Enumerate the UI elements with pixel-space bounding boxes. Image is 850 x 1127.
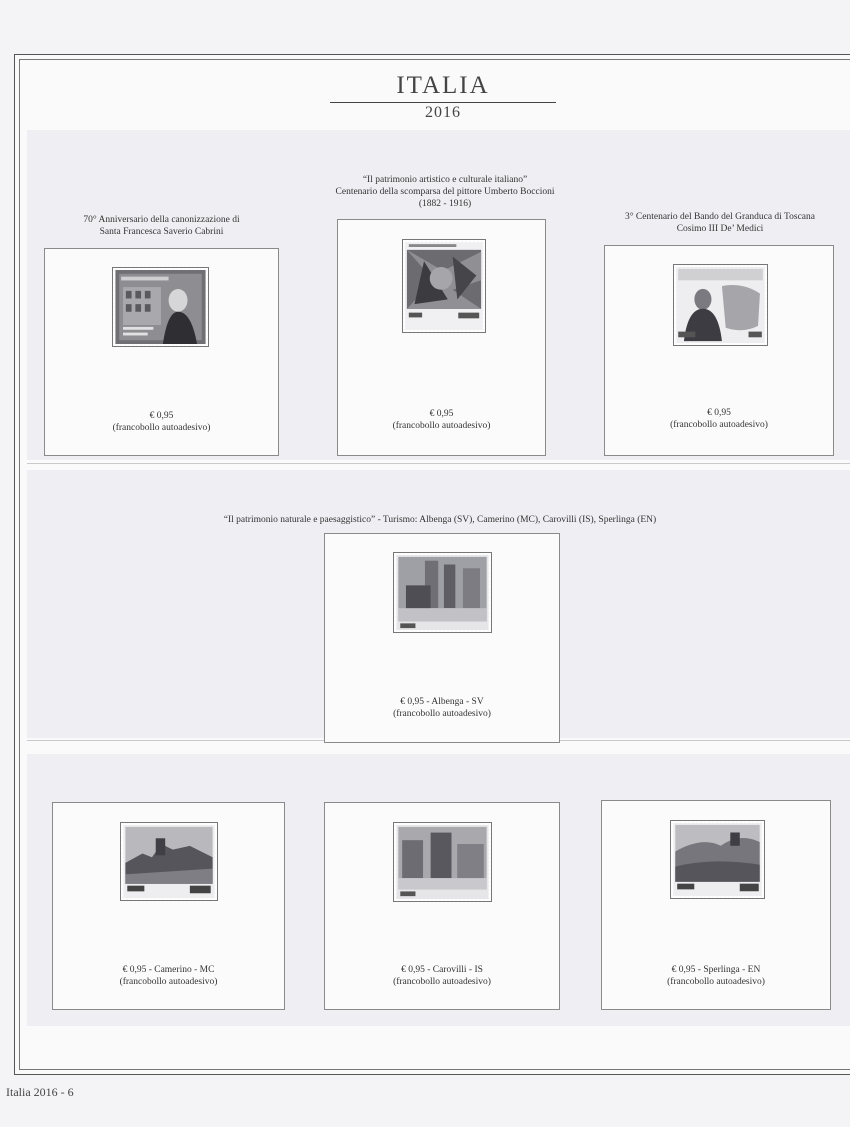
title-rule	[330, 102, 556, 103]
stamp-mount-camerino[interactable]	[52, 802, 285, 1010]
stamp-note-boccioni: (francobollo autoadesivo)	[392, 421, 491, 431]
caption-turismo: “Il patrimonio naturale e paesaggistico” - Turismo: Albenga (SV), Camerino (MC), Carovilli (IS), Sperlinga (EN)	[223, 515, 657, 525]
stamp-note-camerino: (francobollo autoadesivo)	[119, 977, 218, 987]
stamp-image-cabrini	[113, 268, 208, 346]
stamp-image-cosimo	[674, 265, 767, 345]
stamp-value-boccioni: € 0,95	[429, 409, 454, 419]
stamp-mount-boccioni[interactable]	[337, 219, 546, 456]
stamp-value-carovilli: € 0,95 - Carovilli - IS	[401, 965, 483, 975]
stamp-note-cosimo: (francobollo autoadesivo)	[670, 420, 768, 430]
page-footer: Italia 2016 - 6	[6, 1085, 74, 1099]
stamp-value-albenga: € 0,95 - Albenga - SV	[400, 697, 484, 707]
stamp-note-cabrini: (francobollo autoadesivo)	[112, 423, 211, 433]
stamp-value-sperlinga: € 0,95 - Sperlinga - EN	[671, 965, 761, 975]
caption-cosimo: 3° Centenario del Bando del Granduca di Toscana Cosimo III De’ Medici	[625, 212, 815, 234]
stamp-mount-sperlinga[interactable]	[601, 800, 831, 1010]
page-title: ITALIA	[396, 72, 490, 99]
stamp-image-carovilli	[394, 823, 491, 901]
caption-boccioni: “Il patrimonio artistico e culturale italiano” Centenario della scomparsa del pittore Umberto Boccioni (1882 - 1916)	[335, 175, 555, 209]
strip-divider-1	[27, 463, 850, 464]
stamp-image-albenga	[394, 553, 491, 632]
caption-cabrini: 70° Anniversario della canonizzazione di Santa Francesca Saverio Cabrini	[83, 215, 240, 237]
stamp-image-sperlinga	[671, 821, 764, 898]
stamp-mount-carovilli[interactable]	[324, 802, 560, 1010]
stamp-mount-albenga[interactable]	[324, 533, 560, 743]
stamp-value-cabrini: € 0,95	[149, 411, 174, 421]
stamp-note-sperlinga: (francobollo autoadesivo)	[667, 977, 765, 987]
stamp-image-camerino	[121, 823, 217, 900]
stamp-value-cosimo: € 0,95	[707, 408, 731, 418]
stamp-mount-cabrini[interactable]	[44, 248, 279, 456]
page-year: 2016	[425, 104, 461, 121]
stamp-value-camerino: € 0,95 - Camerino - MC	[122, 965, 215, 975]
stamp-note-carovilli: (francobollo autoadesivo)	[393, 977, 491, 987]
stamp-image-boccioni	[403, 240, 485, 332]
stamp-note-albenga: (francobollo autoadesivo)	[393, 709, 491, 719]
stamp-mount-cosimo[interactable]	[604, 245, 834, 456]
